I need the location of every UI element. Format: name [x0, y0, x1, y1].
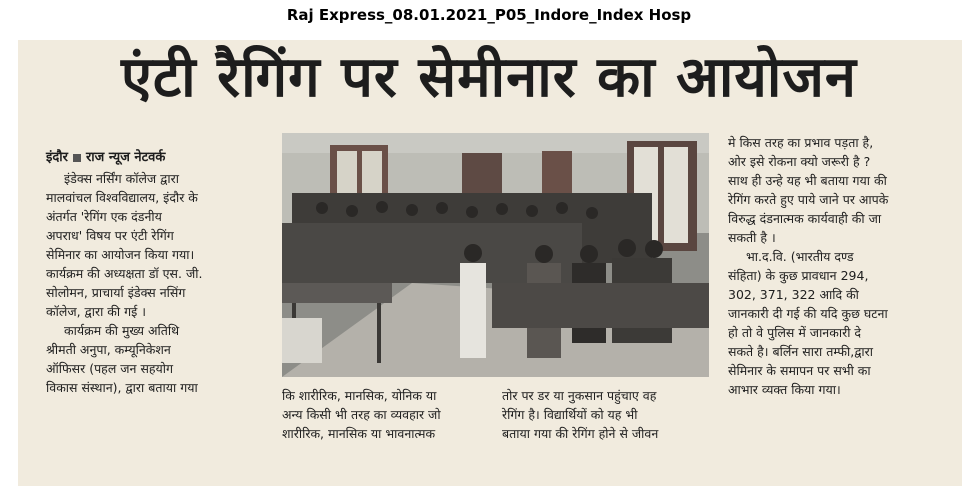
- article-column-4: [728, 133, 946, 399]
- text-line: मे किस तरह का प्रभाव पड़ता है,: [728, 135, 874, 150]
- text-line: आभार व्यक्त किया गया।: [728, 382, 841, 397]
- text-line: 302, 371, 322 आदि की: [728, 287, 859, 302]
- text-line: अंतर्गत 'रेगिंग एक दंडनीय: [46, 209, 162, 224]
- text-line: भा.द.वि. (भारतीय दण्ड: [746, 249, 854, 264]
- square-bullet-icon: [73, 154, 81, 162]
- text-line: सेमिनार का आयोजन किया गया।: [46, 247, 195, 262]
- text-line: अन्य किसी भी तरह का व्यवहार जो: [282, 407, 441, 422]
- text-line: कॉलेज, द्वारा की गई ।: [46, 304, 146, 319]
- text-line: कि शारीरिक, मानसिक, योनिक या: [282, 388, 437, 403]
- text-line: ओर इसे रोकना क्यो जरूरी है ?: [728, 154, 871, 169]
- text-line: तोर पर डर या नुकसान पहुंचाए वह: [502, 388, 657, 403]
- text-line: संहिता) के कुछ प्रावधान 294,: [728, 268, 869, 283]
- headline: एंटी रैगिंग पर सेमीनार का आयोजन: [120, 45, 858, 110]
- text-line: बताया गया की रेगिंग होने से जीवन: [502, 426, 659, 441]
- text-line: अपराध' विषय पर एंटी रेगिंग: [46, 228, 174, 243]
- article-column-2: [282, 386, 487, 443]
- text-line: सोलोमन, प्राचार्या इंडेक्स नसिंग: [46, 285, 186, 300]
- article-column-1: [46, 148, 268, 397]
- text-line: विरुद्ध दंडनात्मक कार्यवाही की जा: [728, 211, 882, 226]
- seminar-photo: [282, 133, 709, 377]
- text-line: रेगिंग है। विद्यार्थियों को यह भी: [502, 407, 638, 422]
- text-line: इंडेक्स नर्सिंग कॉलेज द्वारा: [64, 171, 179, 186]
- dateline-city: इंदौर: [46, 150, 68, 165]
- text-line: रेगिंग करते हुए पाये जाने पर आपके: [728, 192, 889, 207]
- text-line: मालवांचल विश्वविद्यालय, इंदौर के: [46, 190, 198, 205]
- article-column-3: [502, 386, 707, 443]
- text-line: साथ ही उन्हे यह भी बताया गया की: [728, 173, 887, 188]
- seminar-hall-image: [282, 133, 709, 377]
- text-line: सेमिनार के समापन पर सभी का: [728, 363, 871, 378]
- text-line: जानकारी दी गई की यदि कुछ घटना: [728, 306, 888, 321]
- text-line: कार्यक्रम की मुख्य अतिथि: [64, 323, 180, 338]
- text-line: ऑफिसर (पहल जन सहयोग: [46, 361, 174, 376]
- text-line: सकती है ।: [728, 230, 776, 245]
- text-line: श्रीमती अनुपा, कम्यूनिकेशन: [46, 342, 171, 357]
- dateline: [46, 148, 268, 167]
- text-line: सकते है। बर्लिन सारा तम्फी,द्वारा: [728, 344, 874, 359]
- text-line: विकास संस्थान), द्वारा बताया गया: [46, 380, 198, 395]
- text-line: हो तो वे पुलिस में जानकारी दे: [728, 325, 862, 340]
- clipping-caption: Raj Express_08.01.2021_P05_Indore_Index Hosp: [286, 6, 692, 24]
- text-line: शारीरिक, मानसिक या भावनात्मक: [282, 426, 436, 441]
- text-line: कार्यक्रम की अध्यक्षता डॉ एस. जी.: [46, 266, 203, 281]
- dateline-source: राज न्यूज नेटवर्क: [85, 150, 166, 165]
